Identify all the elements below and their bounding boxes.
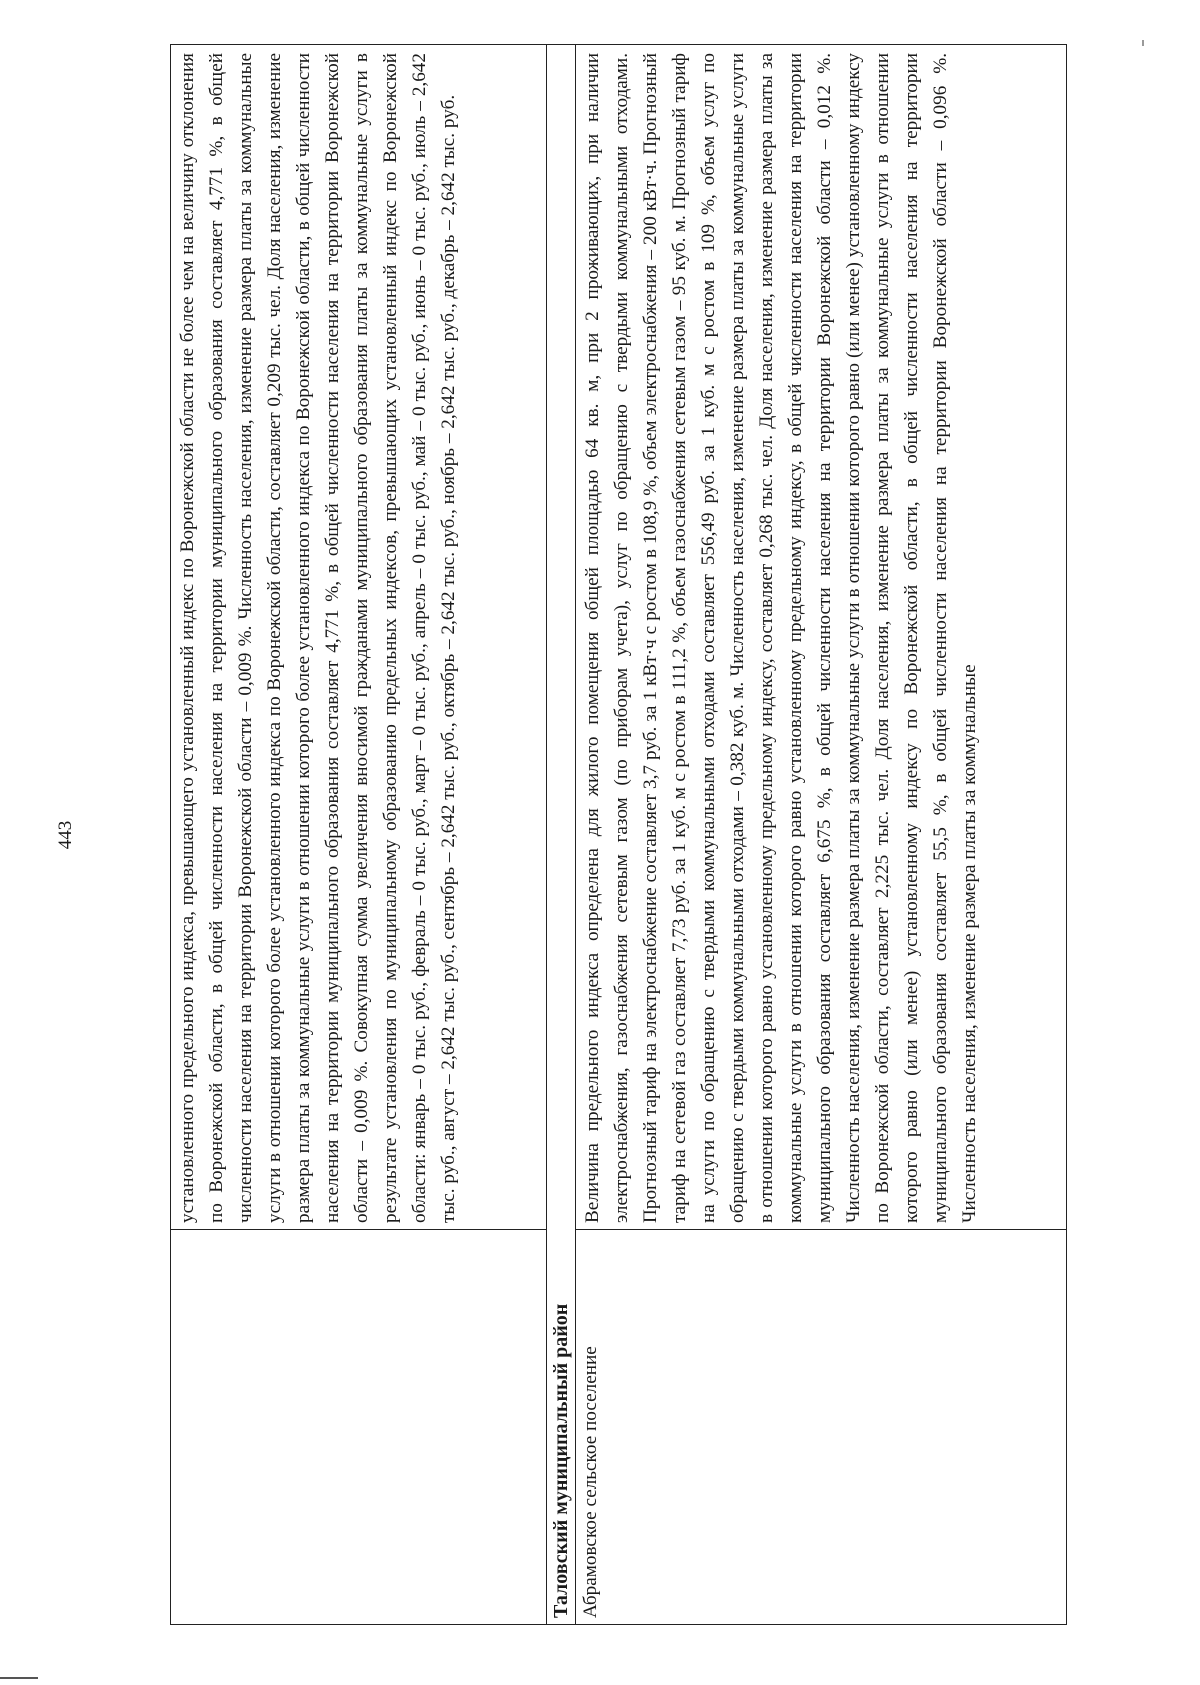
settlement-name: Абрамовское сельское поселение — [580, 1346, 601, 1618]
scan-speck — [1142, 40, 1144, 46]
table-row-settlement — [576, 45, 1067, 1625]
description-clip — [578, 53, 1064, 1223]
rotated-page — [55, 45, 1065, 1625]
page-number: 443 — [55, 820, 76, 850]
district-header-cell — [547, 45, 576, 1625]
settlement-name-cell — [576, 1230, 1067, 1625]
description-cell — [171, 45, 547, 1230]
tariff-table — [170, 44, 1067, 1625]
settlement-name-cell-empty — [171, 1230, 547, 1625]
description-text: Величина предельного индекса определена для жилого помещения общей площадью 64 кв. м, при 2 проживающих, при наличии электроснабжения, газоснабжения сетевым газом (по приборам учета), услуг по обращению с твердыми коммунальными отходами. Прогнозный тариф на электроснабжение составляет 3,7 руб. за 1 кВт·ч с ростом в 108,9 %, объем электроснабжения – 200 кВт·ч. Прогнозный тариф на сетевой газ составляет 7,73 руб. за 1 куб. м с ростом в 111,2 %, объем газоснабжения сетевым газом – 95 куб. м. Прогнозный тариф на услуги по обращению с твердыми коммунальными отходами составляет 556,49 руб. за 1 куб. м с ростом в 109 %, объем услуг по обращению с твердыми коммунальными отходами – 0,382 куб. м. Численность населения, изменение размера платы за коммунальные услуги в отношении которого равно установленному предельному индексу, составляет 0,268 тыс. чел. Доля населения, изменение размера платы за коммунальные услуги в отношении которого равно установленному предельному индексу, в общей численности населения на территории муниципального образования составляет 6,675 %, в общей численности населения на территории Воронежской области – 0,012 %. Численность населения, изменение размера платы за коммунальные услуги в отношении которого равно (или менее) установленному индексу по Воронежской области, составляет 2,225 тыс. чел. Доля населения, изменение размера платы за коммунальные услуги в отношении которого равно (или менее) установленному индексу по Воронежской области, в общей численности населения на территории муниципального образования составляет 55,5 %, в общей численности населения на территории Воронежской области – 0,096 %. Численность населения, изменение размера платы за коммунальные — [582, 53, 980, 1223]
description-cell — [576, 45, 1067, 1230]
margin-mark — [0, 1677, 38, 1679]
district-title: Таловский муниципальный район — [550, 1303, 572, 1618]
description-text: установленного предельного индекса, превышающего установленный индекс по Воронежской области не более чем на величину отклонения по Воронежской области, в общей численности населения на территории муниципального образования составляет 4,771 %, в общей численности населения на территории Воронежской области – 0,009 %. Численность населения, изменение размера платы за коммунальные услуги в отношении которого более установленного индекса по Воронежской области, составляет 0,209 тыс. чел. Доля населения, изменение размера платы за коммунальные услуги в отношении которого более установленного индекса по Воронежской области, в общей численности населения на территории муниципального образования составляет 4,771 %, в общей численности населения на территории Воронежской области – 0,009 %. Совокупная сумма увеличения вносимой гражданами муниципального образования платы за коммунальные услуги в результате установления по муниципальному образованию предельных индексов, превышающих установленный индекс по Воронежской области: январь – 0 тыс. руб., февраль – 0 тыс. руб., март – 0 тыс. руб., апрель – 0 тыс. руб., май – 0 тыс. руб., июнь – 0 тыс. руб., июль – 2,642 тыс. руб., август – 2,642 тыс. руб., сентябрь – 2,642 тыс. руб., октябрь – 2,642 тыс. руб., ноябрь – 2,642 тыс. руб., декабрь – 2,642 тыс. руб. — [177, 53, 459, 1223]
table-row-continuation — [171, 45, 547, 1625]
table-row-district — [547, 45, 576, 1625]
